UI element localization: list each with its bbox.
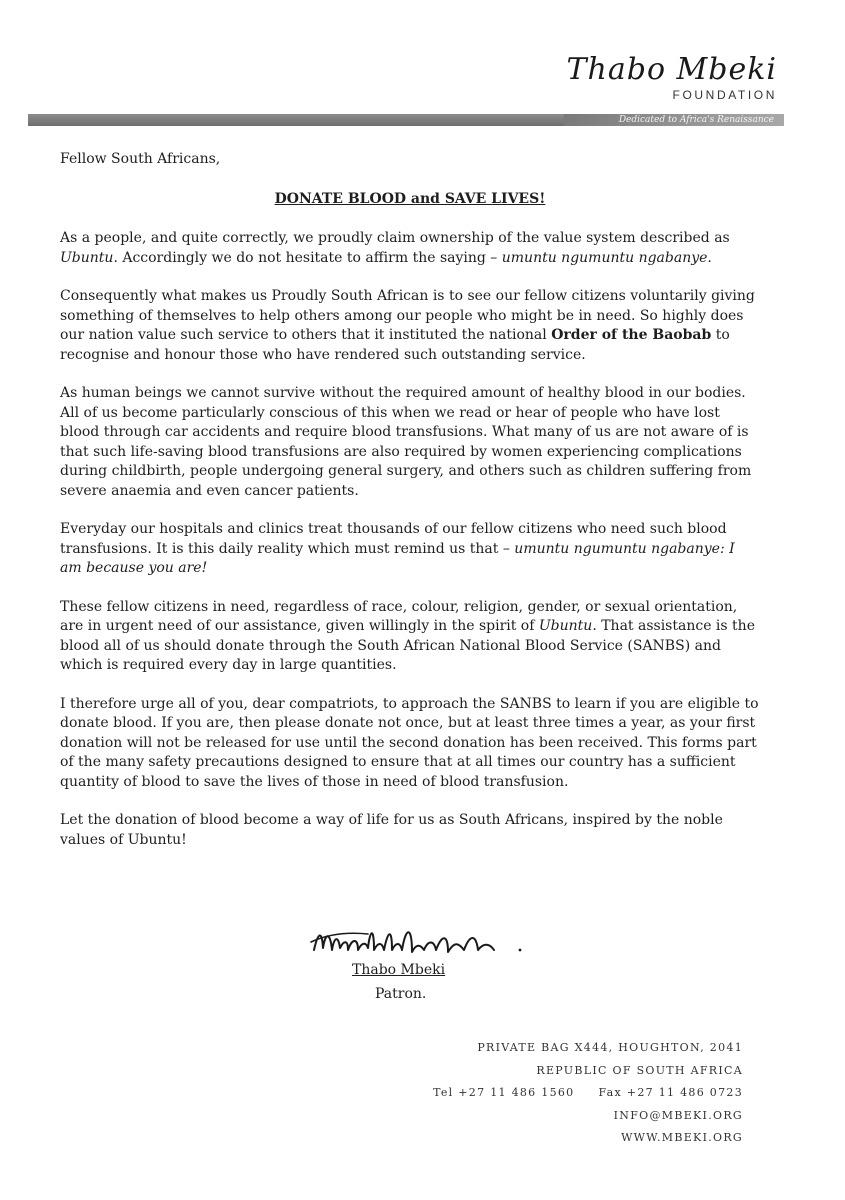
- paragraph-5-text-a: These fellow citizens in need, regardless of race, colour, religion, gender, or sexual orientation, are in urgent need of our assistance, given willingly in the spirit of: [60, 598, 738, 634]
- paragraph-2-text-a: Consequently what makes us Proudly South African is to see our fellow citizens voluntarily giving something of themselves to help others among our people who might be in need. So highly does our nation value such service to others that it instituted the national: [60, 288, 755, 343]
- ubuntu-term: Ubuntu: [538, 618, 593, 634]
- paragraph-5-text-c: . That assistance is the blood all of us should donate through the South African National Blood Service (SANBS) and which is required every day in large quantities.: [60, 618, 755, 673]
- ubuntu-term: Ubuntu: [60, 249, 114, 266]
- paragraph-2-text-c: to recognise and honour those who have rendered such outstanding service.: [60, 327, 730, 363]
- paragraph-3: As human beings we cannot survive without the required amount of healthy blood in our bodies. All of us become particularly conscious of this when we read or hear of people who have lost blood through car accidents and require blood transfusions. What many of us are not aware of is that such life-saving blood transfusions are also required by women experiencing complications during childbirth, people undergoing general surgery, and others such as children suffering from severe anaemia and even cancer patients.: [60, 385, 752, 499]
- handwritten-signature: [308, 920, 538, 968]
- address-line-website: WWW.MBEKI.ORG: [621, 1131, 743, 1144]
- address-line-country: REPUBLIC OF SOUTH AFRICA: [536, 1063, 743, 1077]
- paragraph-1-text-c: . Accordingly we do not hesitate to affirm the saying –: [113, 249, 502, 266]
- paragraph-7: Let the donation of blood become a way of life for us as South Africans, inspired by the noble values of Ubuntu!: [60, 812, 723, 848]
- address-block: [433, 1037, 743, 1150]
- address-line-postal: PRIVATE BAG X444, HOUGHTON, 2041: [477, 1041, 743, 1054]
- paragraph-2: [60, 287, 760, 365]
- foundation-logo-name: Thabo Mbeki: [566, 52, 777, 87]
- paragraph-5: [60, 598, 760, 676]
- address-line-phone-fax: Tel +27 11 486 1560 Fax +27 11 486 0723: [433, 1086, 743, 1099]
- paragraph-4-text-a: Everyday our hospitals and clinics treat thousands of our fellow citizens who need such blood transfusions. It is this daily reality which must remind us that –: [60, 521, 727, 557]
- signatory-name: Thabo Mbeki: [352, 962, 446, 978]
- saying-term: umuntu ngumuntu ngabanye.: [501, 249, 712, 266]
- order-of-baobab: Order of the Baobab: [551, 327, 712, 343]
- letter-title: DONATE BLOOD and SAVE LIVES!: [274, 190, 546, 207]
- paragraph-1-text-a: As a people, and quite correctly, we proudly claim ownership of the value system described as: [60, 230, 730, 246]
- paragraph-6: I therefore urge all of you, dear compatriots, to approach the SANBS to learn if you are eligible to donate blood. If you are, then please donate not once, but at least three times a year, as your first donation will not be released for use until the second donation has been received. This forms part of the many safety precautions designed to ensure that at all times our country has a sufficient quantity of blood to save the lives of those in need of blood transfusion.: [60, 695, 759, 790]
- letter-body: [60, 150, 760, 869]
- paragraph-4: [60, 520, 760, 579]
- foundation-tagline: Dedicated to Africa's Renaissance: [618, 115, 774, 125]
- header-band: [28, 114, 784, 126]
- address-line-email: INFO@MBEKI.ORG: [613, 1108, 743, 1122]
- paragraph-1: [60, 229, 760, 268]
- greeting: Fellow South Africans,: [60, 151, 221, 167]
- signatory-title: Patron.: [375, 986, 427, 1002]
- foundation-logo-subtitle: FOUNDATION: [672, 88, 777, 102]
- saying-translation: umuntu ngumuntu ngabanye: I am because you are!: [60, 540, 735, 576]
